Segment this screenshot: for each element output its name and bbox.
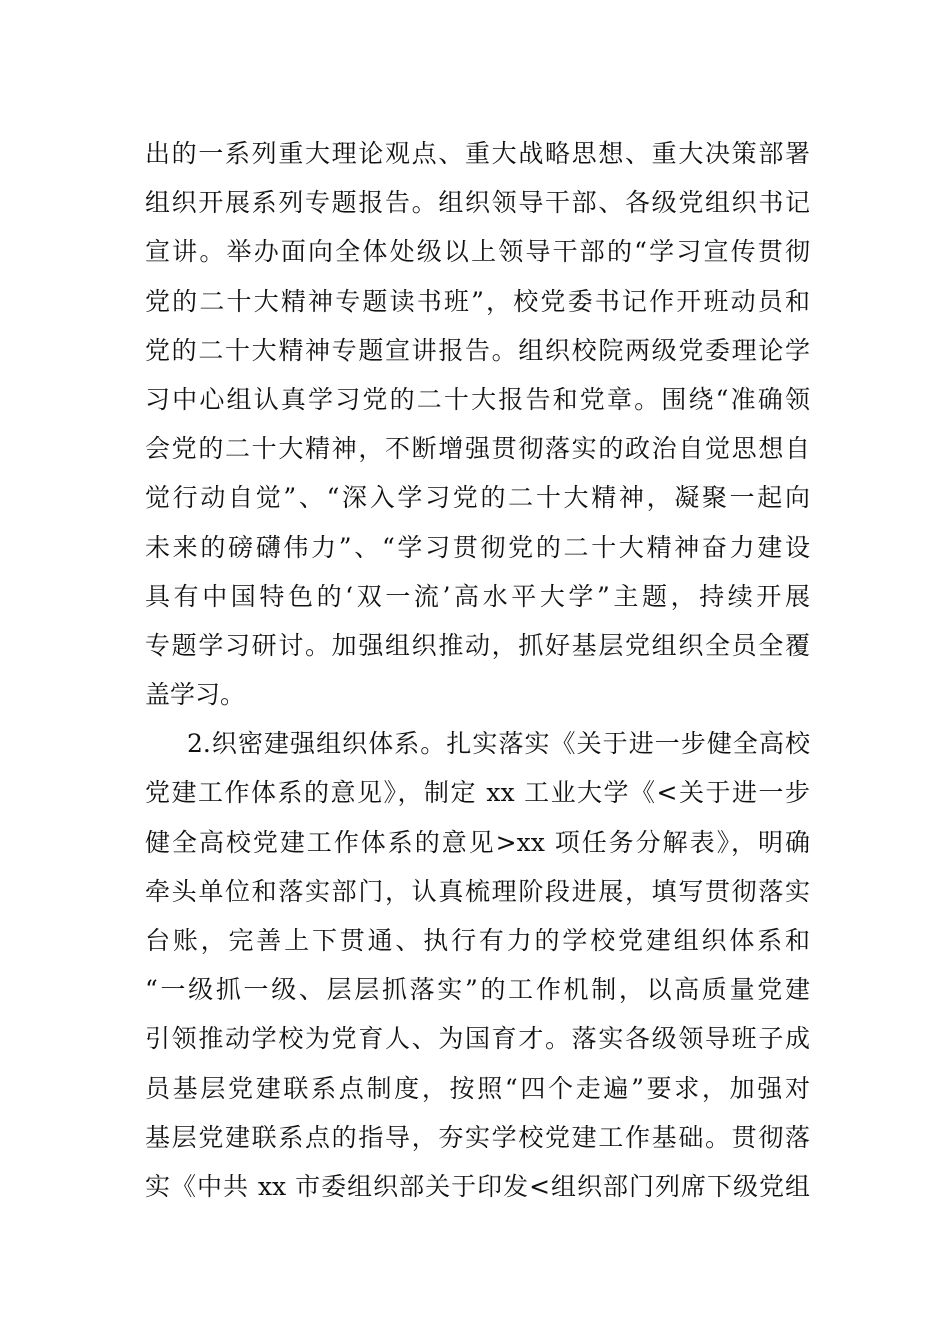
text-line: 台账，完善上下贯通、执行有力的学校党建组织体系和 <box>145 926 810 955</box>
body-text <box>145 129 810 1211</box>
text-line: 出的一系列重大理论观点、重大战略思想、重大决策部署 <box>145 139 810 168</box>
text-line: 具有中国特色的‘双一流’高水平大学”主题，持续开展 <box>145 581 810 611</box>
text-line: 觉行动自觉”、“深入学习党的二十大精神，凝聚一起向 <box>145 483 810 513</box>
text-line: 习中心组认真学习党的二十大报告和党章。围绕“准确领 <box>145 384 810 414</box>
text-line: “一级抓一级、层层抓落实”的工作机制，以高质量党建 <box>145 975 810 1005</box>
text-line: 党的二十大精神专题读书班”，校党委书记作开班动员和 <box>145 286 810 316</box>
text-line: 党建工作体系的意见》，制定 xx 工业大学《<关于进一步 <box>145 778 810 808</box>
text-line: 专题学习研讨。加强组织推动，抓好基层党组织全员全覆 <box>145 630 810 660</box>
text-line: 党的二十大精神专题宣讲报告。组织校院两级党委理论学 <box>145 335 810 365</box>
text-line: 牵头单位和落实部门，认真梳理阶段进展，填写贯彻落实 <box>145 876 810 906</box>
text-line: 宣讲。举办面向全体处级以上领导干部的“学习宣传贯彻 <box>145 237 810 267</box>
text-line: 健全高校党建工作体系的意见>xx 项任务分解表》，明确 <box>145 827 810 857</box>
text-line: 实《中共 xx 市委组织部关于印发<组织部门列席下级党组 <box>145 1171 810 1201</box>
text-line: 盖学习。 <box>145 680 246 710</box>
text-line: 基层党建联系点的指导，夯实学校党建工作基础。贯彻落 <box>145 1122 810 1152</box>
text-line: 会党的二十大精神，不断增强贯彻落实的政治自觉思想自 <box>145 434 810 464</box>
text-line: 未来的磅礴伟力”、“学习贯彻党的二十大精神奋力建设 <box>145 532 810 562</box>
text-line: 员基层党建联系点制度，按照“四个走遍”要求，加强对 <box>145 1073 810 1103</box>
text-line: 引领推动学校为党育人、为国育才。落实各级领导班子成 <box>145 1024 810 1054</box>
section-heading-line: 2.织密建强组织体系。扎实落实《关于进一步健全高校 <box>187 729 810 759</box>
text-line: 组织开展系列专题报告。组织领导干部、各级党组织书记 <box>145 188 810 218</box>
